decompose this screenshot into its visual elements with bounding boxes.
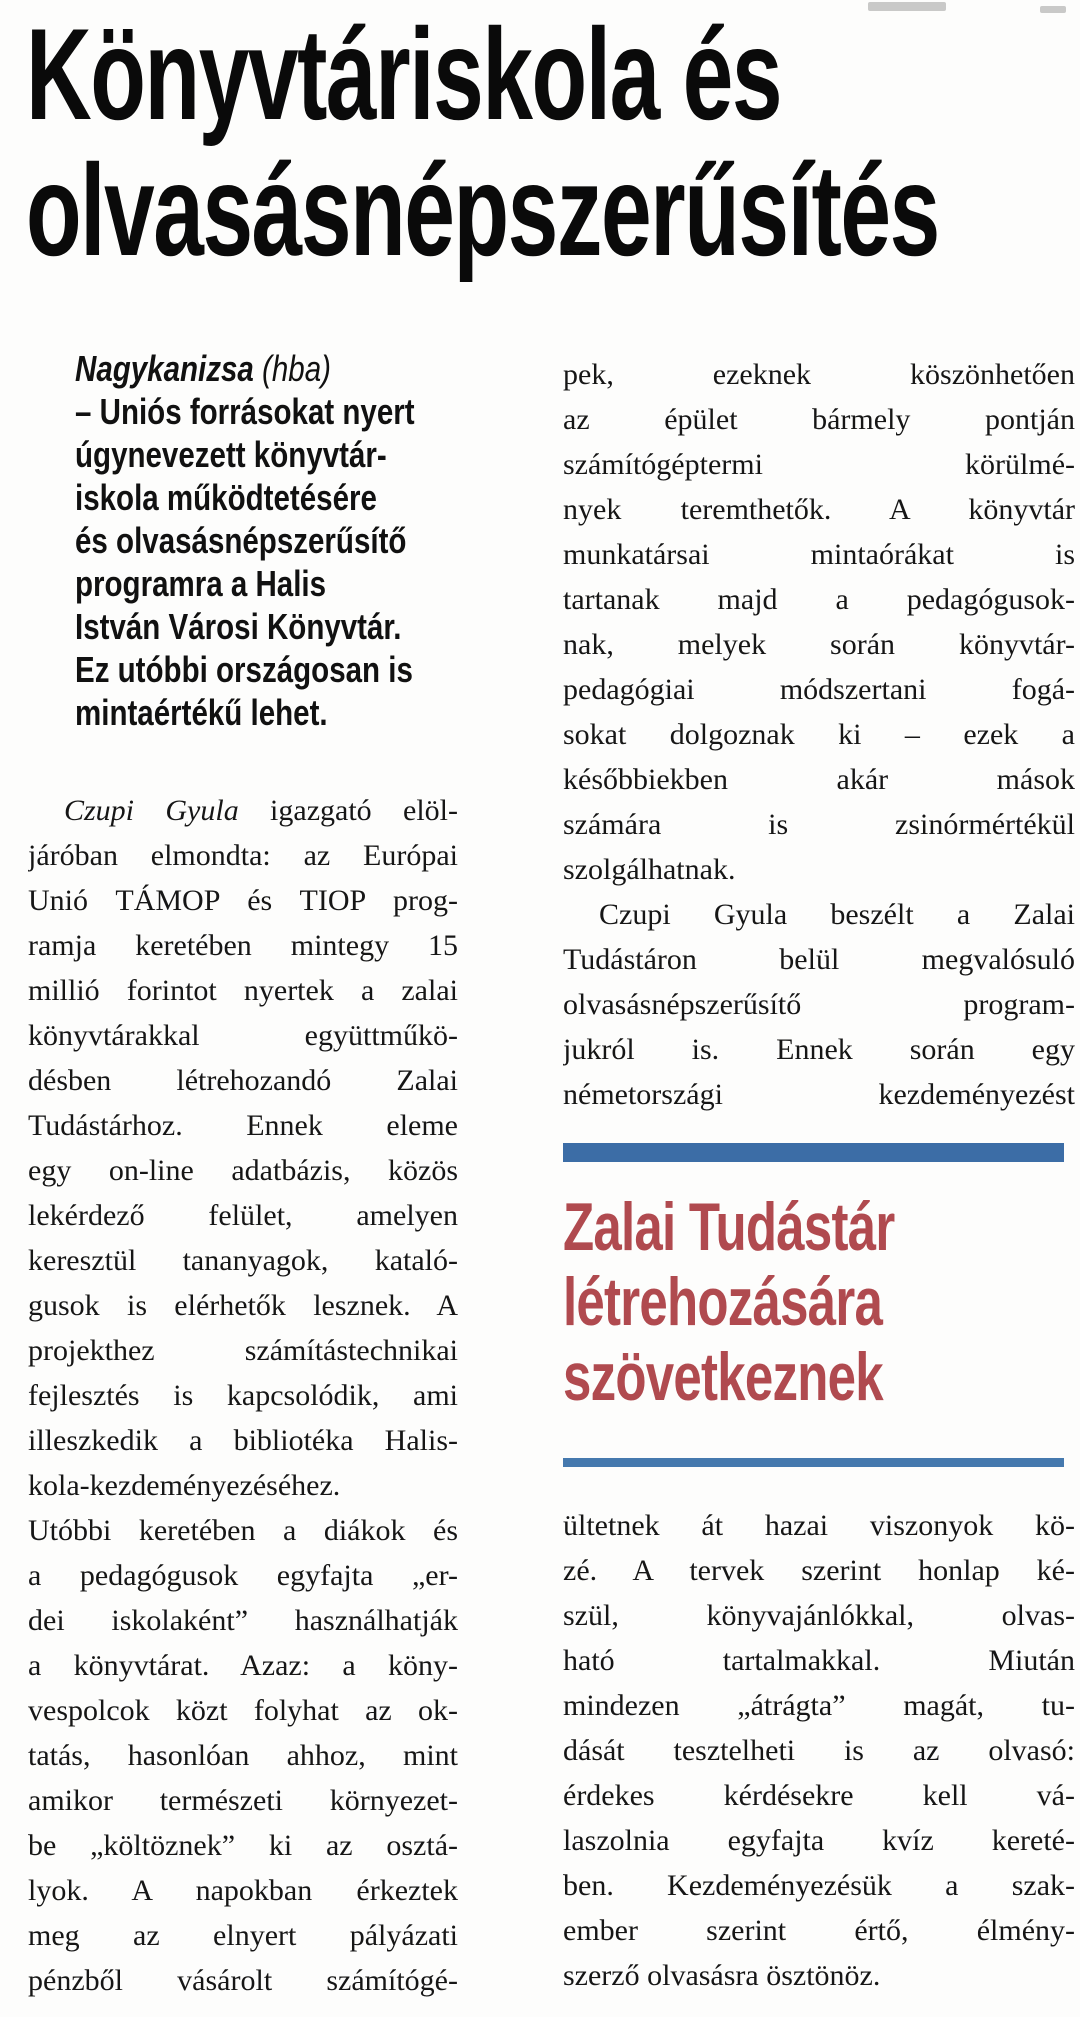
dateline-author: (hba)	[253, 348, 331, 389]
text-line: pedagógiai módszertani fogá-	[563, 673, 1075, 706]
article-headline	[26, 1, 1080, 283]
text-line: Unió TÁMOP és TIOP prog-	[28, 884, 458, 917]
text-line: illeszkedik a bibliotéka Halis-	[28, 1424, 458, 1457]
text-line: désben létrehozandó Zalai	[28, 1064, 458, 1097]
pullquote-heading	[563, 1190, 1005, 1415]
text-line: németországi kezdeményezést	[563, 1078, 1075, 1111]
text-line: munkatársai mintaórákat is	[563, 538, 1075, 571]
text-line: ember szerint értő, élmény-	[563, 1914, 1075, 1947]
text-line: István Városi Könyvtár.	[75, 606, 402, 647]
text-line: iskola működtetésére	[75, 477, 377, 518]
text-line: amikor természeti környezet-	[28, 1784, 458, 1817]
text-line: a könyvtárat. Azaz: a köny-	[28, 1649, 458, 1682]
text-line: mintaértékű lehet.	[75, 692, 328, 733]
text-line: tatás, hasonlóan ahhoz, mint	[28, 1739, 458, 1772]
text-line: kola-kezdeményezéséhez.	[28, 1469, 341, 1502]
right-column-body-top	[563, 352, 1075, 1117]
text-line: laszolnia egyfajta kvíz kereté-	[563, 1824, 1075, 1857]
text-line: programra a Halis	[75, 563, 327, 604]
text-line: dei iskolaként” használhatják	[28, 1604, 458, 1637]
text-line: a pedagógusok egyfajta „er-	[28, 1559, 458, 1592]
text-line: szül, könyvajánlókkal, olvas-	[563, 1599, 1075, 1632]
text-line: pek, ezeknek köszönhetően	[563, 358, 1075, 391]
text-line: Utóbbi keretében a diákok és	[28, 1514, 458, 1547]
text-line: mindezen „átrágta” magát, tu-	[563, 1689, 1075, 1722]
text-line: járóban elmondta: az Európai	[28, 839, 458, 872]
text-line: be „költöznek” ki az osztá-	[28, 1829, 458, 1862]
text-line: pénzből vásárolt számítógé-	[28, 1964, 458, 1997]
text-line: ben. Kezdeményezésük a szak-	[563, 1869, 1075, 1902]
text-line: szerző olvasásra ösztönöz.	[563, 1959, 881, 1992]
text-line: ramja keretében mintegy 15	[28, 929, 458, 962]
text-line: jukról is. Ennek során egy	[563, 1033, 1075, 1066]
text-line: Ez utóbbi országosan is	[75, 649, 413, 690]
left-column-body	[28, 788, 458, 2003]
text-line: szolgálhatnak.	[563, 853, 736, 886]
text-line: Zalai Tudástár	[563, 1189, 895, 1265]
dateline	[75, 347, 415, 390]
text-line: ültetnek át hazai viszonyok kö-	[563, 1509, 1075, 1542]
text-line: szövetkeznek	[563, 1339, 883, 1415]
article-lead	[75, 347, 415, 734]
text-line: tartanak majd a pedagógusok-	[563, 583, 1075, 616]
text-line: keresztül tananyagok, kataló-	[28, 1244, 458, 1277]
text-line: meg az elnyert pályázati	[28, 1919, 458, 1952]
text-line: lekérdező felület, amelyen	[28, 1199, 458, 1232]
right-column-body-bottom	[563, 1503, 1075, 1998]
text-line: létrehozására	[563, 1264, 883, 1340]
text-line: sokat dolgoznak ki – ezek a	[563, 718, 1075, 751]
text-line: könyvtárakkal együttműkö-	[28, 1019, 458, 1052]
pullquote-bottom-rule	[563, 1458, 1064, 1467]
text-line: zé. A tervek szerint honlap ké-	[563, 1554, 1075, 1587]
lead-text	[75, 390, 415, 734]
text-line: olvasásnépszerűsítés	[26, 137, 939, 283]
text-line: nyek teremthetők. A könyvtár	[563, 493, 1075, 526]
text-line: későbbiekben akár mások	[563, 763, 1075, 796]
text-line: egy on-line adatbázis, közös	[28, 1154, 458, 1187]
dateline-location: Nagykanizsa	[75, 348, 254, 389]
text-line: ható tartalmakkal. Miután	[563, 1644, 1075, 1677]
text-line: Czupi Gyula beszélt a Zalai	[599, 898, 1075, 931]
text-line: érdekes kérdésekre kell vá-	[563, 1779, 1075, 1812]
text-line: számítógéptermi körülmé-	[563, 448, 1075, 481]
text-line: Tudástáron belül megvalósuló	[563, 943, 1075, 976]
text-line: fejlesztés is kapcsolódik, ami	[28, 1379, 458, 1412]
text-line: projekthez számítástechnikai	[28, 1334, 458, 1367]
text-line: gusok is elérhetők lesznek. A	[28, 1289, 458, 1322]
text-line: Tudástárhoz. Ennek eleme	[28, 1109, 458, 1142]
text-line: Könyvtáriskola és	[26, 1, 782, 147]
text-line: lyok. A napokban érkeztek	[28, 1874, 458, 1907]
text-line: az épület bármely pontján	[563, 403, 1075, 436]
pullquote-top-rule	[563, 1143, 1064, 1162]
text-line: – Uniós forrásokat nyert	[75, 391, 415, 432]
text-line: Czupi Gyula igazgató elöl-	[64, 794, 458, 827]
text-line: dását tesztelheti is az olvasó:	[563, 1734, 1075, 1767]
text-line: vespolcok közt folyhat az ok-	[28, 1694, 458, 1727]
text-line: nak, melyek során könyvtár-	[563, 628, 1075, 661]
text-line: számára is zsinórmértékül	[563, 808, 1075, 841]
text-line: úgynevezett könyvtár-	[75, 434, 387, 475]
text-line: olvasásnépszerűsítő program-	[563, 988, 1075, 1021]
text-line: és olvasásnépszerűsítő	[75, 520, 407, 561]
text-line: millió forintot nyertek a zalai	[28, 974, 458, 1007]
